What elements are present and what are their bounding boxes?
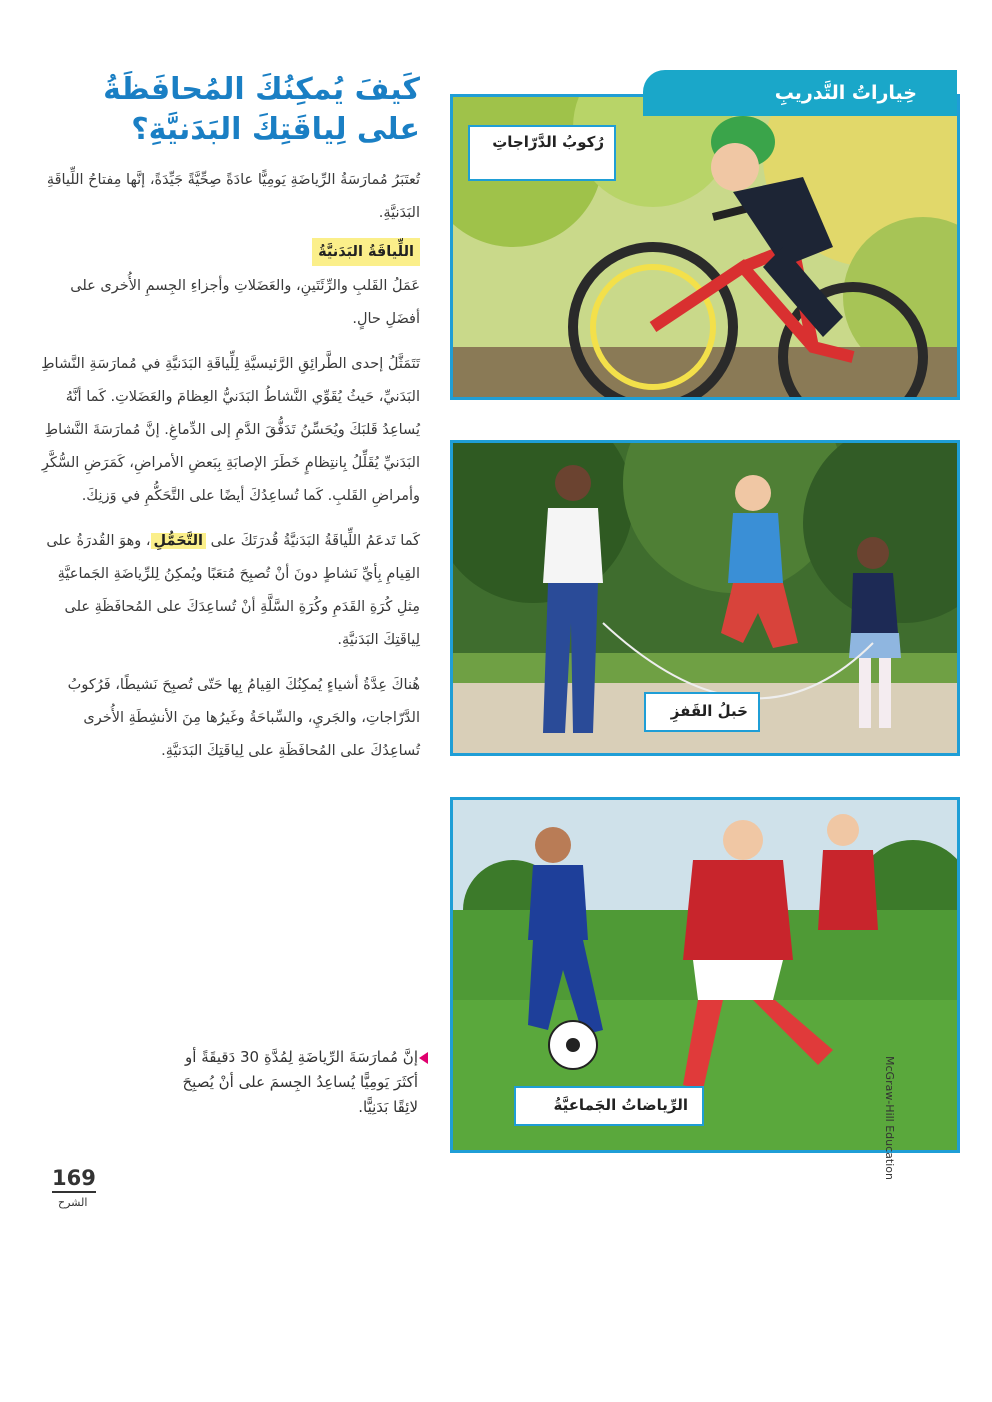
endurance-paragraph — [40, 525, 420, 657]
lesson-title: كَيفَ يُمكِنُكَ المُحافَظَةُ على لِياقَتِكَ البَدَنيَّةِ؟ — [103, 72, 420, 147]
endurance-highlight: التَّحَمُّلِ — [151, 533, 206, 549]
caption-arrow-icon — [419, 1052, 428, 1064]
page-label: الشرح — [58, 1196, 88, 1209]
team-sports-label: الرِّياضاتُ الجَماعيَّةُ — [514, 1086, 704, 1126]
photo-credit: McGraw-Hill Education — [883, 1056, 896, 1180]
physical-activity-paragraph: تَتَمَثَّلُ إحدى الطَّرائِقِ الرَّئيسيَّةِ لِلِّياقَةِ البَدَنيَّةِ في مُمارَسَةِ النَّشاطِ البَدَنيِّ، حَيثُ يُقَوِّي النَّشاطُ البَدَنيُّ العِظامَ والعَضَلاتِ. كَما أنَّهُ يُساعِدُ قَلبَكَ ويُحَسِّنُ تَدَفُّقَ الدَّمِ إلى الدِّماغِ. إنَّ مُمارَسَةَ النَّشاطِ البَدَنيِّ يُقَلِّلُ بِانتِظامٍ خَطَرَ الإصابَةِ بِبَعضِ الأمراضِ، كَمَرَضِ السُّكَّرِ وأمراضِ القَلبِ. كَما تُساعِدُكَ أيضًا على التَّحَكُّمِ في وَزنِكَ. — [41, 356, 420, 504]
cycling-label: رُكوبُ الدَّرّاجاتِ — [468, 125, 616, 181]
page-number: 169 — [52, 1165, 96, 1193]
endurance-text-start: كَما تَدعَمُ اللِّياقَةُ البَدَنيَّةُ قُدرَتَكَ على — [210, 533, 420, 549]
vocabulary-term-box — [40, 238, 420, 266]
jump-rope-label: حَبلُ القَفزِ — [644, 692, 760, 732]
training-options-tab: خِياراتُ التَّدريبِ — [643, 70, 957, 116]
vocabulary-definition: عَمَلُ القَلبِ والرِّئَتَينِ، والعَضَلاتِ وأجزاءِ الجِسمِ الأُخرى على أفضَلِ حالٍ. — [70, 278, 420, 327]
lesson-text-column — [40, 70, 420, 768]
side-caption: إنَّ مُمارَسَةَ الرِّياضَةِ لِمُدَّةِ 30 دَقيقَةً أو أكثَرَ يَومِيًّا يُساعِدُ الجِسمَ على أنْ يُصبِحَ لائِقًا بَدَنِيًّا. — [182, 1048, 418, 1116]
endurance-text-end: ، وهوَ القُدرَةُ على القِيامِ بِأيِّ نَشاطٍ دونَ أنْ تُصبِحَ مُتعَبًا ويُمكِنُ لِلرِّياضَةِ الجَماعيَّةِ مِثلِ كُرَةِ القَدَمِ وكُرَةِ السَّلَّةِ أنْ تُساعِدَكَ على المُحافَظَةِ على لِياقَتِكَ البَدَنيَّةِ. — [46, 533, 420, 648]
activities-paragraph: هُناكَ عِدَّةُ أشياءٍ يُمكِنُكَ القِيامُ بِها حَتّى تُصبِحَ نَشيطًا، فَرُكوبُ الدَّرّاجاتِ، والجَريِ، والسِّباحَةُ وغَيرُها مِنَ الأنشِطَةِ الأُخرى تُساعِدُكَ على المُحافَظَةِ على لِياقَتِكَ البَدَنيَّةِ. — [67, 677, 420, 759]
intro-paragraph: تُعتَبَرُ مُمارَسَةُ الرِّياضَةِ يَومِيًّا عادَةً صِحِّيَّةً جَيِّدَةً، إنَّها مِفتاحُ اللِّياقَةِ البَدَنيَّةِ. — [46, 172, 420, 221]
vocabulary-term: اللِّياقَةُ البَدَنيَّةُ — [312, 238, 420, 266]
